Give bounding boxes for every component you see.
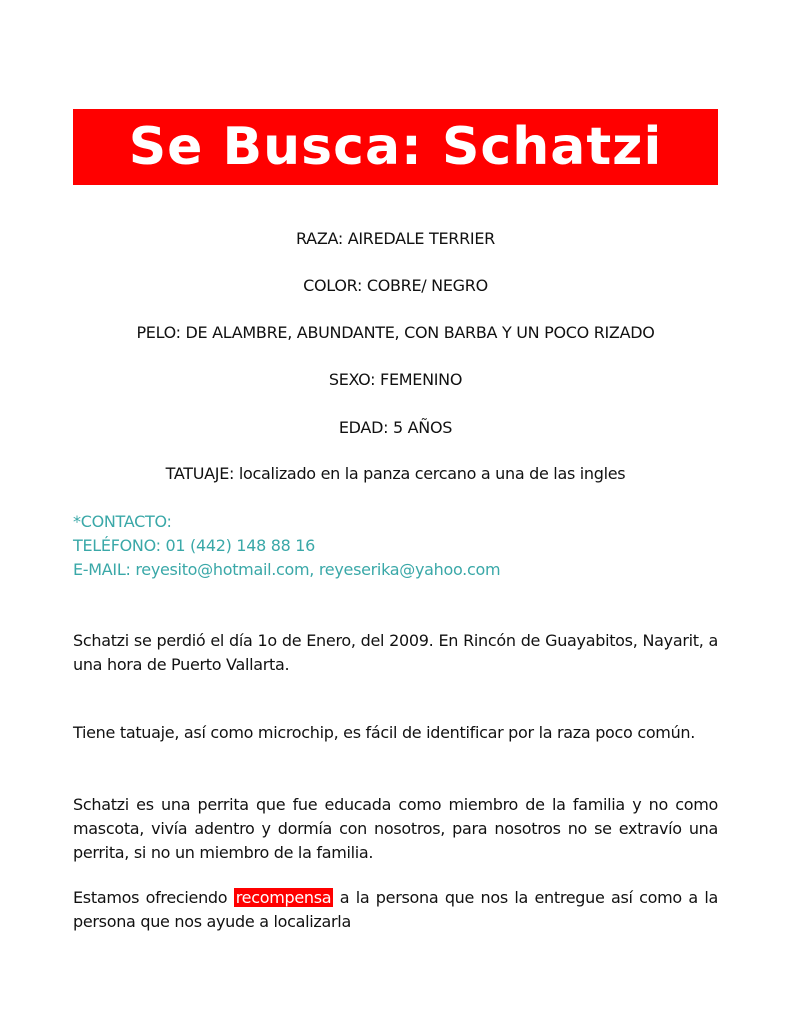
coat-line: PELO: DE ALAMBRE, ABUNDANTE, CON BARBA Y UN POCO RIZADO [136,323,655,342]
paragraph-family: Schatzi es una perrita que fue educada como miembro de la familia y no como mascota, vivía adentro y dormía con nosotros, para nosotros no se extravío una perrita, si no un miembro de la familia. [73,795,718,862]
reward-text-before: Estamos ofreciendo [73,888,234,907]
contact-heading: *CONTACTO: [73,512,172,531]
contact-email[interactable]: E-MAIL: reyesito@hotmail.com, reyeserika@yahoo.com [73,560,501,579]
paragraph-reward [73,886,718,934]
page-title: Se Busca: Schatzi [128,117,663,177]
reward-highlight: recompensa [235,888,332,907]
color-line: COLOR: COBRE/ NEGRO [303,276,488,295]
sex-line: SEXO: FEMENINO [328,370,463,389]
paragraph-identification: Tiene tatuaje, así como microchip, es fácil de identificar por la raza poco común. [73,723,696,742]
contact-phone[interactable]: TELÉFONO: 01 (442) 148 88 16 [73,536,316,555]
breed-line: RAZA: AIREDALE TERRIER [296,229,495,248]
title-banner [73,109,718,185]
tattoo-line: TATUAJE: localizado en la panza cercano a una de las ingles [165,464,626,483]
contact-block [73,510,500,582]
reward-text-after: a la persona que nos la entregue así como a la persona que nos ayude a localizarla [73,888,718,931]
paragraph-lost-date: Schatzi se perdió el día 1o de Enero, del 2009. En Rincón de Guayabitos, Nayarit, a una hora de Puerto Vallarta. [73,631,718,674]
age-line: EDAD: 5 AÑOS [338,418,453,437]
